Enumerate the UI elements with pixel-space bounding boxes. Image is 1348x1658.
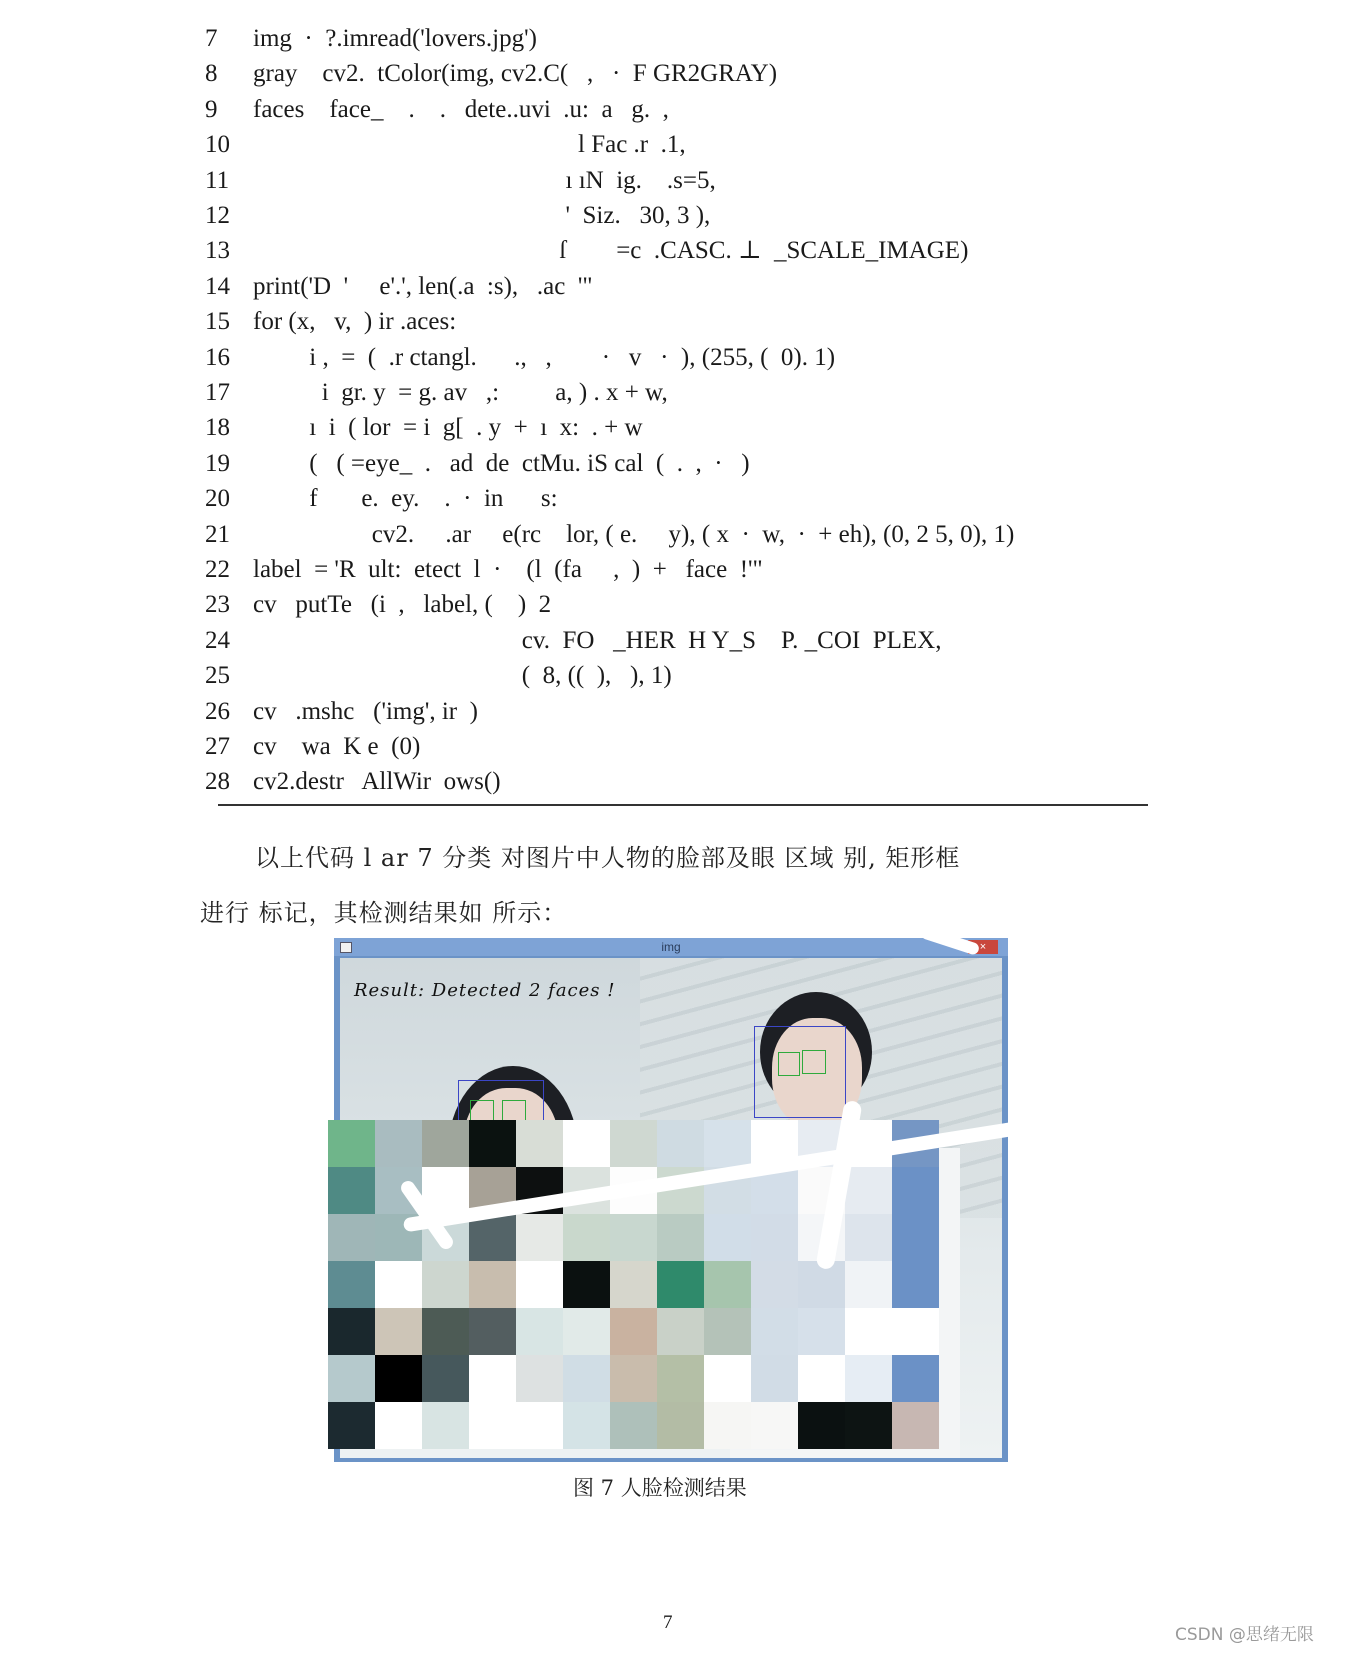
code-text: cv .mshc ('img', ir ) bbox=[253, 697, 478, 725]
mosaic-cell bbox=[704, 1120, 751, 1167]
code-text: img · ?.imread('lovers.jpg') bbox=[253, 25, 537, 52]
code-line bbox=[205, 588, 551, 622]
code-text: cv putTe (i , label, ( ) 2 bbox=[253, 591, 552, 619]
mosaic-cell bbox=[375, 1120, 422, 1167]
mosaic-cell bbox=[328, 1214, 375, 1261]
mosaic-cell bbox=[845, 1308, 892, 1355]
code-text: faces face_ . . dete..uvi .u: a g. , bbox=[253, 95, 669, 123]
mosaic-cell bbox=[328, 1308, 375, 1355]
mosaic-cell bbox=[892, 1214, 939, 1261]
code-line bbox=[205, 270, 593, 304]
mosaic-cell bbox=[845, 1214, 892, 1261]
code-line bbox=[205, 128, 686, 162]
mosaic-cell bbox=[845, 1261, 892, 1308]
code-text: ( 8, (( ), ), 1) bbox=[253, 662, 672, 690]
code-line bbox=[205, 57, 777, 91]
mosaic-cell bbox=[328, 1402, 375, 1449]
mosaic-cell bbox=[845, 1355, 892, 1402]
code-text: gray cv2. tColor(img, cv2.C( , · F GR2GRAY) bbox=[253, 60, 778, 88]
mosaic-cell bbox=[563, 1214, 610, 1261]
mosaic-cell bbox=[563, 1402, 610, 1449]
mosaic-cell bbox=[328, 1355, 375, 1402]
code-text: i gr. y = g. av ,: a, ) . x + w, bbox=[253, 379, 668, 406]
code-line bbox=[205, 305, 456, 339]
mosaic-cell bbox=[704, 1308, 751, 1355]
line-number: 14 bbox=[205, 272, 230, 300]
eye-box-woman-right bbox=[502, 1100, 526, 1122]
line-number: 24 bbox=[205, 626, 230, 654]
code-text: ' Siz. 30, 3 ), bbox=[253, 202, 711, 229]
code-text: ı ıN ig. .s=5, bbox=[253, 166, 716, 194]
mosaic-cell bbox=[892, 1402, 939, 1449]
line-number: 10 bbox=[205, 131, 230, 159]
close-button[interactable]: × bbox=[968, 940, 998, 954]
mosaic-cell bbox=[657, 1261, 704, 1308]
mosaic-cell bbox=[422, 1402, 469, 1449]
mosaic-cell bbox=[422, 1261, 469, 1308]
line-number: 7 bbox=[205, 25, 218, 52]
mosaic-cell bbox=[516, 1261, 563, 1308]
line-number: 25 bbox=[205, 662, 230, 690]
line-number: 28 bbox=[205, 768, 230, 796]
mosaic-cell bbox=[657, 1308, 704, 1355]
line-number: 13 bbox=[205, 237, 230, 265]
mosaic-cell bbox=[798, 1355, 845, 1402]
mosaic-cell bbox=[704, 1261, 751, 1308]
mosaic-cell bbox=[845, 1167, 892, 1214]
mosaic-cell bbox=[610, 1402, 657, 1449]
mosaic-cell bbox=[563, 1355, 610, 1402]
mosaic-cell bbox=[328, 1120, 375, 1167]
code-text: cv wa K e (0) bbox=[253, 733, 421, 760]
mosaic-cell bbox=[610, 1308, 657, 1355]
mosaic-cell bbox=[892, 1355, 939, 1402]
mosaic-cell bbox=[704, 1355, 751, 1402]
line-number: 21 bbox=[205, 520, 230, 548]
code-line bbox=[205, 447, 750, 481]
mosaic-cell bbox=[375, 1308, 422, 1355]
paragraph-line-1: 以上代码 l ar 7 分类 对图片中人物的脸部及眼 区域 别, 矩形框 bbox=[255, 844, 961, 872]
line-number: 11 bbox=[205, 166, 230, 194]
mosaic-cell bbox=[422, 1120, 469, 1167]
mosaic-cell bbox=[375, 1261, 422, 1308]
mosaic-cell bbox=[563, 1120, 610, 1167]
code-text: l Fac .r .1, bbox=[253, 131, 686, 159]
mosaic-cell bbox=[657, 1120, 704, 1167]
mosaic-cell bbox=[328, 1261, 375, 1308]
mosaic-cell bbox=[469, 1308, 516, 1355]
line-number: 12 bbox=[205, 202, 230, 229]
mosaic-cell bbox=[516, 1120, 563, 1167]
code-bottom-rule bbox=[218, 804, 1148, 806]
mosaic-cell bbox=[469, 1402, 516, 1449]
mosaic-cell bbox=[704, 1402, 751, 1449]
code-line bbox=[205, 518, 1014, 552]
code-line bbox=[205, 164, 716, 198]
line-number: 16 bbox=[205, 343, 230, 371]
code-line bbox=[205, 553, 763, 587]
mosaic-cell bbox=[704, 1214, 751, 1261]
code-text: ( ( =eye_ . ad de ctMu. iS cal ( . , · ) bbox=[253, 449, 750, 477]
mosaic-cell bbox=[657, 1355, 704, 1402]
code-text: label = 'R ult: etect l · (l (fa , ) + face !'" bbox=[253, 556, 763, 583]
code-text: ı i ( lor = i g[ . y + ı x: . + w bbox=[253, 414, 643, 442]
mosaic-cell bbox=[563, 1308, 610, 1355]
code-line bbox=[205, 624, 941, 658]
csdn-watermark: CSDN @思绪无限 bbox=[1175, 1625, 1314, 1645]
code-line bbox=[205, 341, 835, 375]
mosaic-cell bbox=[798, 1402, 845, 1449]
mosaic-cell bbox=[422, 1355, 469, 1402]
code-text: for (x, v, ) ir .aces: bbox=[253, 308, 457, 336]
mosaic-cell bbox=[751, 1355, 798, 1402]
figure-caption: 图 7 人脸检测结果 bbox=[573, 1476, 747, 1500]
mosaic-cell bbox=[422, 1308, 469, 1355]
line-number: 19 bbox=[205, 449, 230, 477]
mosaic-cell bbox=[516, 1214, 563, 1261]
line-number: 9 bbox=[205, 95, 218, 123]
line-number: 8 bbox=[205, 60, 218, 88]
code-line bbox=[205, 765, 501, 799]
mosaic-cell bbox=[516, 1355, 563, 1402]
code-text: ſ =c .CASC. ⊥ _SCALE_IMAGE) bbox=[253, 237, 969, 265]
window-icon bbox=[340, 942, 352, 953]
mosaic-cell bbox=[751, 1214, 798, 1261]
mosaic-cell bbox=[845, 1402, 892, 1449]
face-box-man bbox=[754, 1026, 846, 1118]
mosaic-cell bbox=[610, 1261, 657, 1308]
mosaic-cell bbox=[610, 1214, 657, 1261]
mosaic-cell bbox=[798, 1308, 845, 1355]
window-titlebar bbox=[334, 938, 1008, 956]
eye-box-woman-left bbox=[470, 1100, 494, 1122]
line-number: 23 bbox=[205, 591, 230, 619]
mosaic-cell bbox=[375, 1355, 422, 1402]
line-number: 26 bbox=[205, 697, 230, 725]
pixelation-mosaic bbox=[328, 1120, 1028, 1450]
mosaic-cell bbox=[328, 1167, 375, 1214]
result-label: Result: Detected 2 faces ! bbox=[354, 980, 616, 1001]
code-line bbox=[205, 199, 710, 233]
mosaic-cell bbox=[469, 1355, 516, 1402]
window-title: img bbox=[661, 940, 681, 954]
code-line bbox=[205, 93, 669, 127]
code-line bbox=[205, 482, 558, 516]
mosaic-cell bbox=[563, 1261, 610, 1308]
mosaic-cell bbox=[516, 1402, 563, 1449]
mosaic-cell bbox=[469, 1261, 516, 1308]
code-line bbox=[205, 411, 643, 445]
mosaic-cell bbox=[892, 1167, 939, 1214]
mosaic-cell bbox=[892, 1308, 939, 1355]
mosaic-cell bbox=[610, 1120, 657, 1167]
mosaic-cell bbox=[657, 1402, 704, 1449]
code-text: cv. FO _HER H Y_S P. _COI PLEX, bbox=[253, 626, 942, 654]
mosaic-cell bbox=[751, 1261, 798, 1308]
page-number: 7 bbox=[663, 1612, 673, 1633]
mosaic-cell bbox=[751, 1308, 798, 1355]
mosaic-cell bbox=[516, 1308, 563, 1355]
mosaic-cell bbox=[657, 1214, 704, 1261]
line-number: 27 bbox=[205, 733, 230, 760]
mosaic-cell bbox=[469, 1120, 516, 1167]
line-number: 20 bbox=[205, 485, 230, 513]
line-number: 17 bbox=[205, 379, 230, 406]
line-number: 18 bbox=[205, 414, 230, 442]
eye-box-man-right bbox=[802, 1050, 826, 1074]
mosaic-cell bbox=[375, 1402, 422, 1449]
code-line bbox=[205, 730, 420, 764]
code-text: print('D ' e'.', len(.a :s), .ac '" bbox=[253, 272, 593, 300]
mosaic-cell bbox=[892, 1261, 939, 1308]
code-line bbox=[205, 376, 668, 410]
line-number: 22 bbox=[205, 556, 230, 583]
line-number: 15 bbox=[205, 308, 230, 336]
code-line bbox=[205, 234, 968, 268]
paragraph-line-2: 进行 标记，其检测结果如 所示： bbox=[200, 899, 568, 927]
code-text: cv2.destr AllWir ows() bbox=[253, 768, 501, 796]
code-line bbox=[205, 695, 478, 729]
mosaic-cell bbox=[751, 1402, 798, 1449]
code-text: i , = ( .r ctangl. ., , · v · ), (255, ( 0). 1) bbox=[253, 343, 836, 371]
code-line bbox=[205, 659, 672, 693]
code-text: cv2. .ar e(rc lor, ( e. y), ( x · w, · + eh), (0, 2 5, 0), 1) bbox=[253, 520, 1015, 548]
code-line bbox=[205, 22, 537, 56]
mosaic-cell bbox=[610, 1355, 657, 1402]
code-text: f e. ey. . · in s: bbox=[253, 485, 558, 513]
eye-box-man-left bbox=[778, 1052, 800, 1076]
